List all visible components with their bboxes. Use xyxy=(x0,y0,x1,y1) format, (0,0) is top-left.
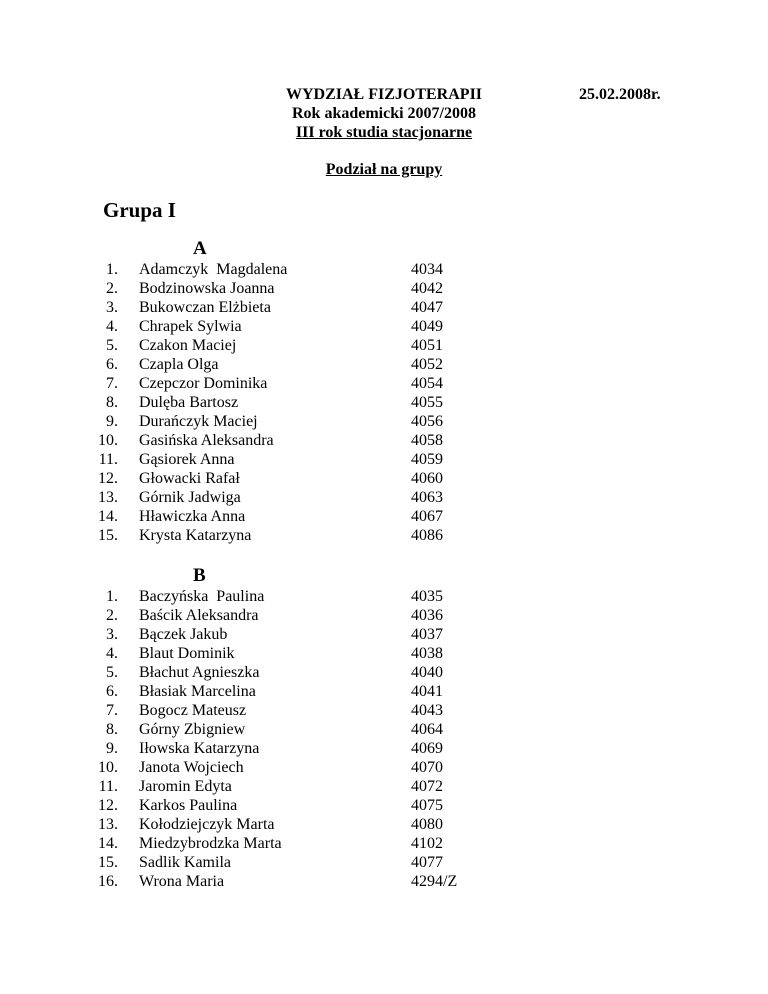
student-number: 15. xyxy=(98,854,118,871)
student-row xyxy=(0,606,768,625)
student-number: 3. xyxy=(106,299,118,316)
document-date: 25.02.2008r. xyxy=(579,86,661,103)
student-name: Czakon Maciej xyxy=(139,337,237,354)
student-number: 2. xyxy=(106,280,118,297)
student-id: 4064 xyxy=(411,721,443,738)
student-id: 4060 xyxy=(411,470,443,487)
student-name: Sadlik Kamila xyxy=(139,854,231,871)
student-number: 6. xyxy=(106,683,118,700)
student-number: 5. xyxy=(106,337,118,354)
student-row xyxy=(0,317,768,336)
student-id: 4040 xyxy=(411,664,443,681)
student-id: 4075 xyxy=(411,797,443,814)
student-name: Błasiak Marcelina xyxy=(139,683,256,700)
subgroup-b-list xyxy=(0,587,768,891)
student-number: 6. xyxy=(106,356,118,373)
student-id: 4102 xyxy=(411,835,443,852)
student-row xyxy=(0,450,768,469)
student-row xyxy=(0,853,768,872)
student-id: 4070 xyxy=(411,759,443,776)
student-number: 9. xyxy=(106,413,118,430)
student-id: 4072 xyxy=(411,778,443,795)
student-row xyxy=(0,374,768,393)
student-row xyxy=(0,393,768,412)
student-name: Durańczyk Maciej xyxy=(139,413,258,430)
student-name: Chrapek Sylwia xyxy=(139,318,242,335)
student-id: 4063 xyxy=(411,489,443,506)
student-name: Błachut Agnieszka xyxy=(139,664,260,681)
student-row xyxy=(0,355,768,374)
student-row xyxy=(0,872,768,891)
student-number: 12. xyxy=(98,470,118,487)
student-row xyxy=(0,431,768,450)
student-name: Górny Zbigniew xyxy=(139,721,246,738)
student-id: 4036 xyxy=(411,607,443,624)
student-number: 7. xyxy=(106,375,118,392)
student-number: 3. xyxy=(106,626,118,643)
student-number: 10. xyxy=(98,432,118,449)
student-name: Bączek Jakub xyxy=(139,626,228,643)
student-name: Wrona Maria xyxy=(139,873,225,890)
student-name: Bodzinowska Joanna xyxy=(139,280,275,297)
student-id: 4055 xyxy=(411,394,443,411)
student-row xyxy=(0,412,768,431)
student-row xyxy=(0,720,768,739)
student-number: 11. xyxy=(98,778,118,795)
student-id: 4054 xyxy=(411,375,443,392)
student-number: 15. xyxy=(98,527,118,544)
study-mode: III rok studia stacjonarne xyxy=(295,124,473,141)
student-id: 4067 xyxy=(411,508,443,525)
student-name: Górnik Jadwiga xyxy=(139,489,241,506)
student-number: 4. xyxy=(106,645,118,662)
student-number: 8. xyxy=(106,394,118,411)
student-id: 4080 xyxy=(411,816,443,833)
student-name: Bukowczan Elżbieta xyxy=(139,299,271,316)
student-row xyxy=(0,260,768,279)
student-id: 4069 xyxy=(411,740,443,757)
student-number: 4. xyxy=(106,318,118,335)
student-row xyxy=(0,507,768,526)
student-row xyxy=(0,625,768,644)
group-title: Grupa I xyxy=(103,198,176,222)
student-id: 4051 xyxy=(411,337,443,354)
academic-year: Rok akademicki 2007/2008 xyxy=(291,105,476,122)
student-number: 8. xyxy=(106,721,118,738)
student-number: 10. xyxy=(98,759,118,776)
student-name: Blaut Dominik xyxy=(139,645,235,662)
student-name: Czapla Olga xyxy=(139,356,219,373)
student-name: Krysta Katarzyna xyxy=(139,527,252,544)
student-name: Karkos Paulina xyxy=(139,797,238,814)
student-name: Dulęba Bartosz xyxy=(139,394,239,411)
student-row xyxy=(0,663,768,682)
student-number: 12. xyxy=(98,797,118,814)
student-id: 4043 xyxy=(411,702,443,719)
student-id: 4041 xyxy=(411,683,443,700)
student-row xyxy=(0,336,768,355)
student-id: 4047 xyxy=(411,299,443,316)
student-name: Baczyńska Paulina xyxy=(139,588,265,605)
subgroup-a-list xyxy=(0,260,768,545)
student-name: Głowacki Rafał xyxy=(139,470,240,487)
division-title: Podział na grupy xyxy=(325,161,443,178)
student-number: 14. xyxy=(98,508,118,525)
student-id: 4056 xyxy=(411,413,443,430)
faculty-name: WYDZIAŁ FIZJOTERAPII xyxy=(285,86,483,103)
student-name: Bogocz Mateusz xyxy=(139,702,247,719)
student-row xyxy=(0,644,768,663)
student-id: 4042 xyxy=(411,280,443,297)
student-row xyxy=(0,758,768,777)
student-name: Gasińska Aleksandra xyxy=(139,432,274,449)
student-row xyxy=(0,488,768,507)
student-number: 11. xyxy=(98,451,118,468)
student-id: 4294/Z xyxy=(411,873,458,890)
student-name: Hławiczka Anna xyxy=(139,508,246,525)
student-row xyxy=(0,682,768,701)
student-name: Adamczyk Magdalena xyxy=(139,261,288,278)
student-id: 4049 xyxy=(411,318,443,335)
student-number: 13. xyxy=(98,816,118,833)
student-number: 7. xyxy=(106,702,118,719)
student-number: 5. xyxy=(106,664,118,681)
student-number: 2. xyxy=(106,607,118,624)
student-number: 16. xyxy=(98,873,118,890)
student-number: 14. xyxy=(98,835,118,852)
student-name: Kołodziejczyk Marta xyxy=(139,816,275,833)
student-number: 1. xyxy=(106,588,118,605)
student-name: Czepczor Dominika xyxy=(139,375,268,392)
student-row xyxy=(0,739,768,758)
student-row xyxy=(0,469,768,488)
student-name: Gąsiorek Anna xyxy=(139,451,235,468)
student-number: 13. xyxy=(98,489,118,506)
student-id: 4058 xyxy=(411,432,443,449)
student-row xyxy=(0,777,768,796)
student-name: Iłowska Katarzyna xyxy=(139,740,260,757)
student-id: 4035 xyxy=(411,588,443,605)
student-name: Jaromin Edyta xyxy=(139,778,232,795)
student-name: Janota Wojciech xyxy=(139,759,244,776)
student-row xyxy=(0,796,768,815)
student-name: Miedzybrodzka Marta xyxy=(139,835,282,852)
student-id: 4086 xyxy=(411,527,443,544)
student-row xyxy=(0,587,768,606)
student-row xyxy=(0,298,768,317)
student-row xyxy=(0,526,768,545)
student-id: 4038 xyxy=(411,645,443,662)
student-id: 4059 xyxy=(411,451,443,468)
student-name: Baścik Aleksandra xyxy=(139,607,259,624)
subgroup-a-title: A xyxy=(193,238,207,259)
student-row xyxy=(0,279,768,298)
student-id: 4077 xyxy=(411,854,443,871)
subgroup-b-title: B xyxy=(193,565,206,586)
student-number: 1. xyxy=(106,261,118,278)
student-id: 4052 xyxy=(411,356,443,373)
student-row xyxy=(0,815,768,834)
student-row xyxy=(0,701,768,720)
student-row xyxy=(0,834,768,853)
student-id: 4034 xyxy=(411,261,443,278)
student-id: 4037 xyxy=(411,626,443,643)
student-number: 9. xyxy=(106,740,118,757)
